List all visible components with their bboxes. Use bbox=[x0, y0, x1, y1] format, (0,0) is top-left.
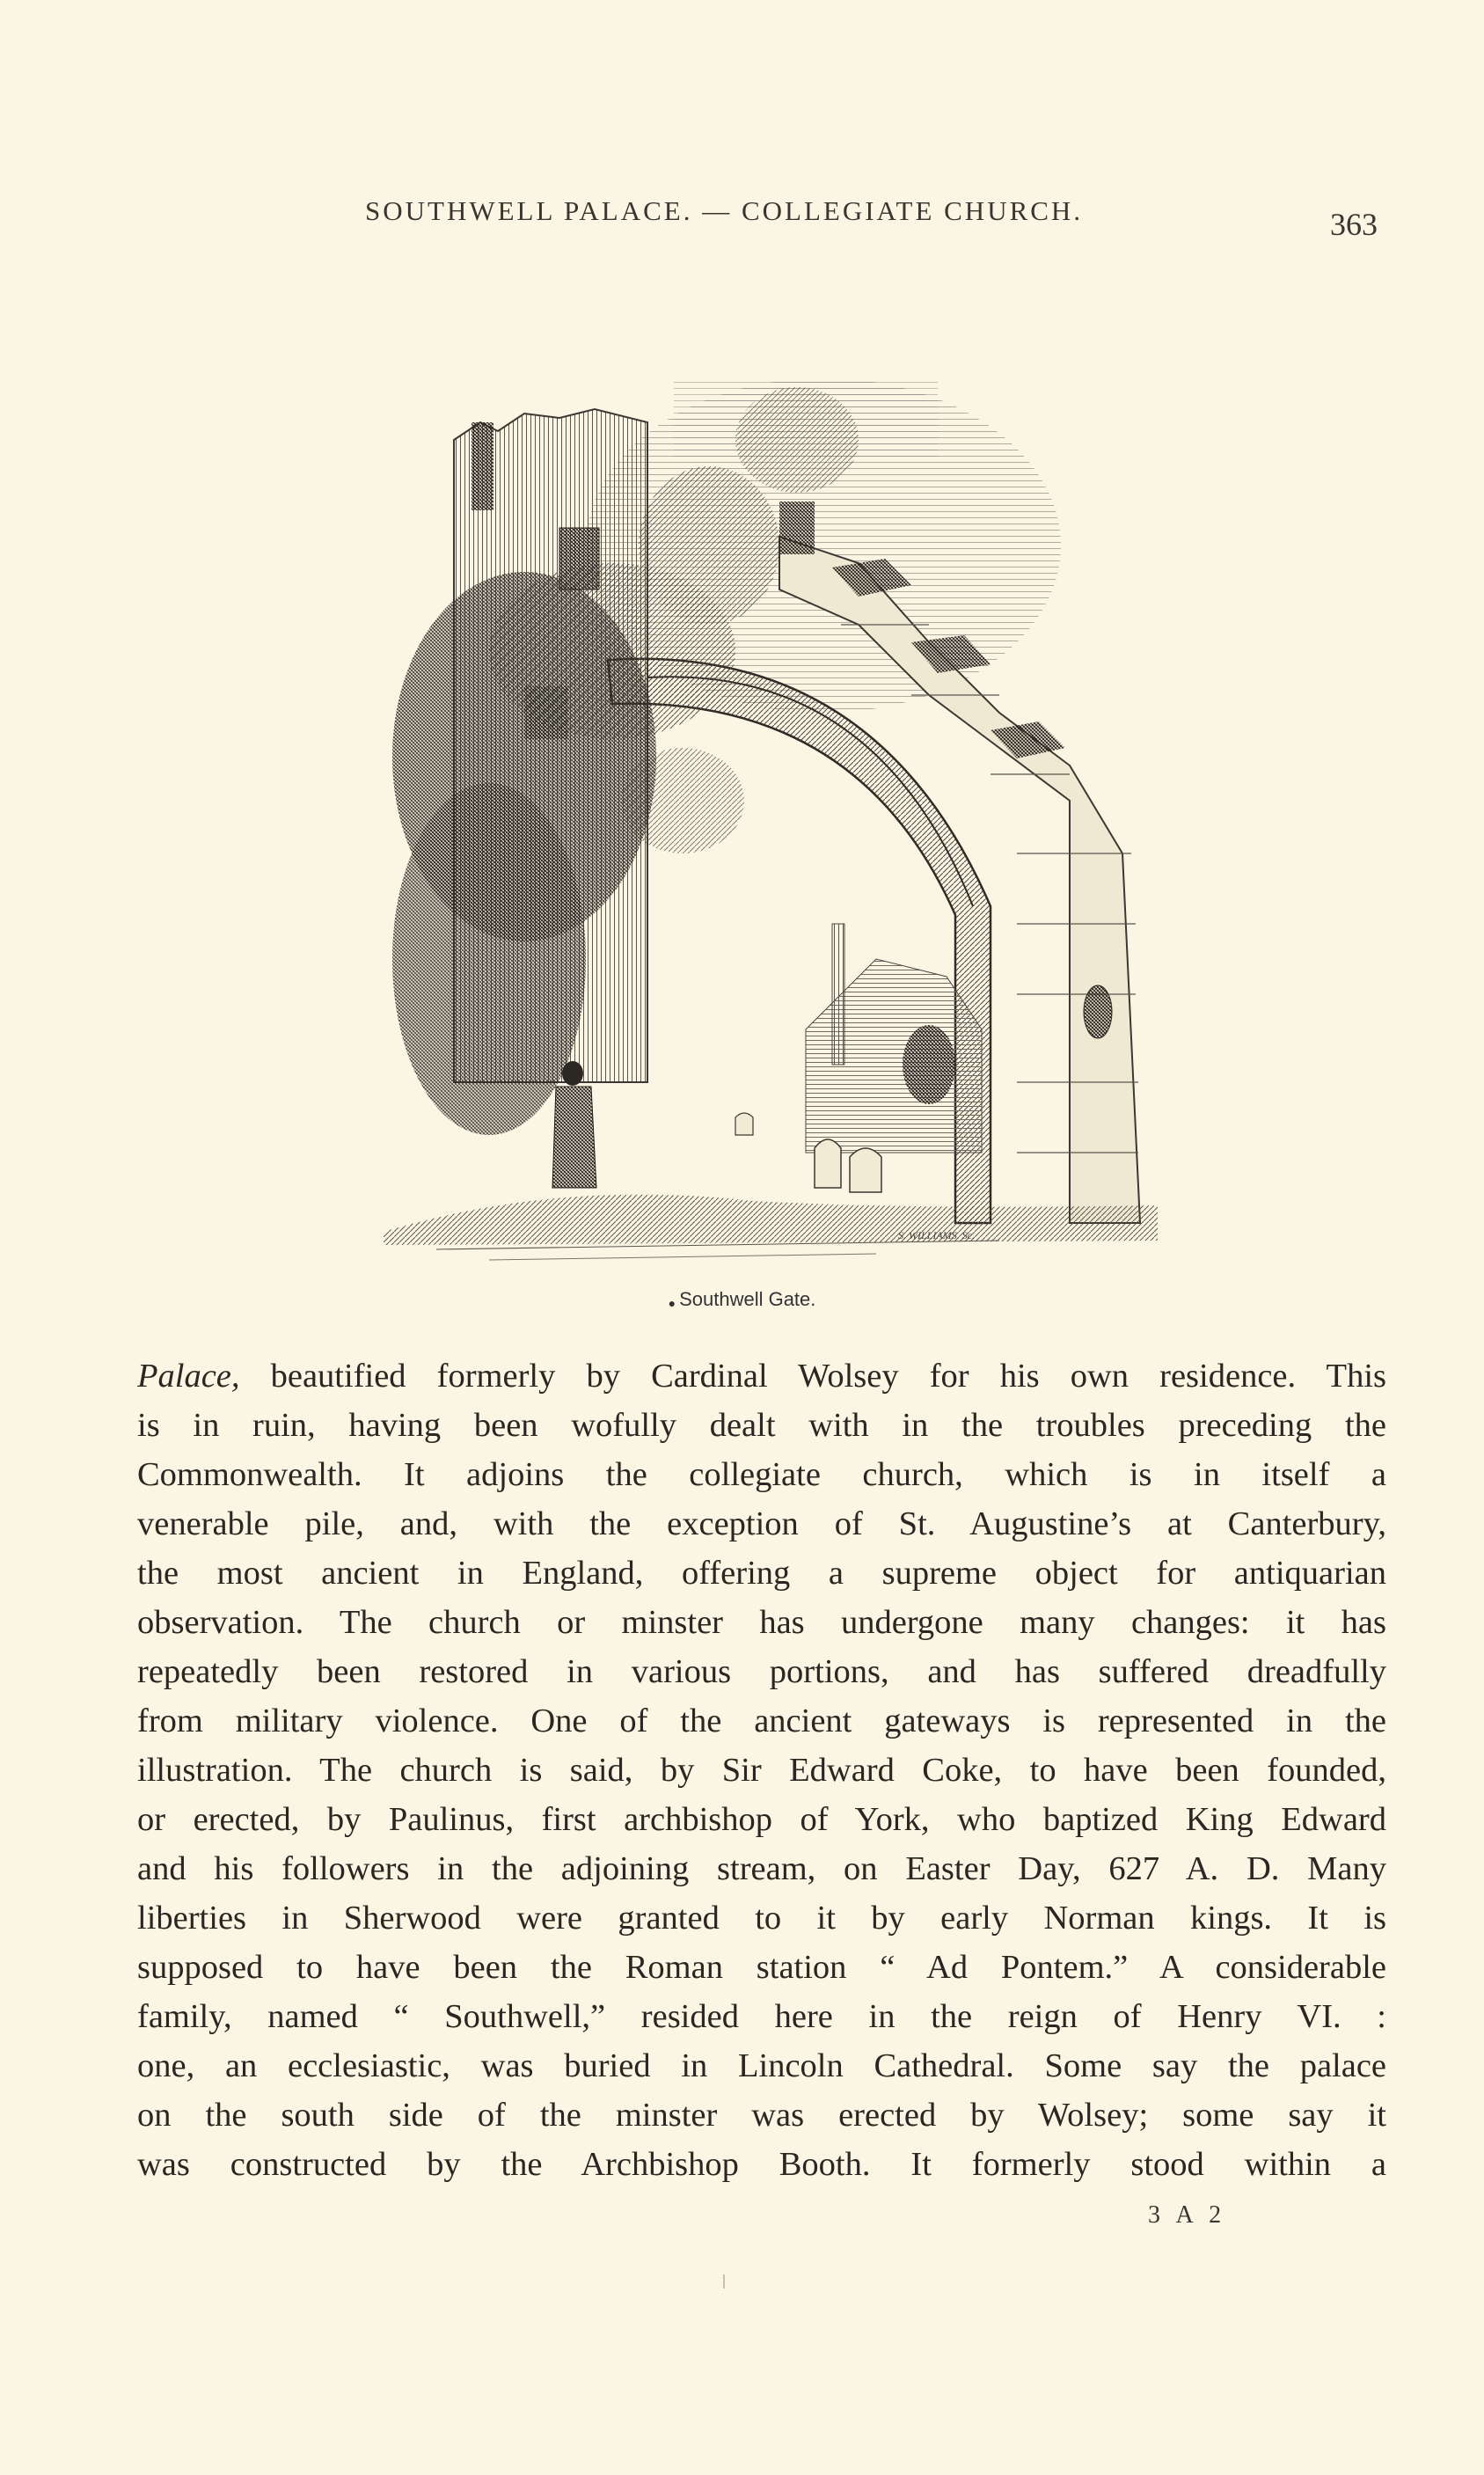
text-line: venerable pile, and, with the exception of St. Augustine’s at Canterbury, bbox=[137, 1505, 1386, 1542]
text-line: family, named “ Southwell,” resided here in the reign of Henry VI. : bbox=[137, 1998, 1386, 2035]
text-line: the most ancient in England, offering a supreme object for antiquarian bbox=[137, 1555, 1386, 1592]
text-line: was constructed by the Archbishop Booth. It formerly stood within a bbox=[137, 2146, 1386, 2183]
running-head bbox=[0, 192, 1484, 245]
figure-caption bbox=[0, 1288, 1484, 1311]
text-line: liberties in Sherwood were granted to it by early Norman kings. It is bbox=[137, 1900, 1386, 1937]
caption-bullet-icon: ● bbox=[668, 1296, 676, 1310]
text-line: Palace, beautified formerly by Cardinal Wolsey for his own residence. This bbox=[137, 1358, 1386, 1395]
signature-mark: 3 A 2 bbox=[1148, 2201, 1227, 2229]
text-line: on the south side of the minster was erected by Wolsey; some say it bbox=[137, 2097, 1386, 2134]
text-line: one, an ecclesiastic, was buried in Lincoln Cathedral. Some say the palace bbox=[137, 2047, 1386, 2084]
text-line: illustration. The church is said, by Sir Edward Coke, to have been founded, bbox=[137, 1752, 1386, 1789]
text-line: and his followers in the adjoining stream, on Easter Day, 627 A. D. Many bbox=[137, 1850, 1386, 1887]
caption-text: Southwell Gate. bbox=[679, 1288, 816, 1310]
engraving-southwell-gate bbox=[384, 361, 1158, 1276]
ground bbox=[384, 1195, 1158, 1260]
text-line: or erected, by Paulinus, first archbishop of York, who baptized King Edward bbox=[137, 1801, 1386, 1838]
running-head-title: SOUTHWELL PALACE. — COLLEGIATE CHURCH. bbox=[365, 195, 1084, 226]
text-line: is in ruin, having been wofully dealt with in the troubles preceding the bbox=[137, 1407, 1386, 1444]
text-line: observation. The church or minster has undergone many changes: it has bbox=[137, 1604, 1386, 1641]
page-number: 363 bbox=[1330, 207, 1378, 242]
text-line: from military violence. One of the ancient gateways is represented in the bbox=[137, 1702, 1386, 1739]
text-line: supposed to have been the Roman station “ Ad Pontem.” A considerable bbox=[137, 1949, 1386, 1986]
engraver-signature: S. WILLIAMS. Sc. bbox=[898, 1229, 975, 1241]
text-line: repeatedly been restored in various portions, and has suffered dreadfully bbox=[137, 1653, 1386, 1690]
body-text bbox=[137, 1351, 1386, 2189]
text-line: Commonwealth. It adjoins the collegiate church, which is in itself a bbox=[137, 1456, 1386, 1493]
paper-mark bbox=[723, 2274, 725, 2288]
